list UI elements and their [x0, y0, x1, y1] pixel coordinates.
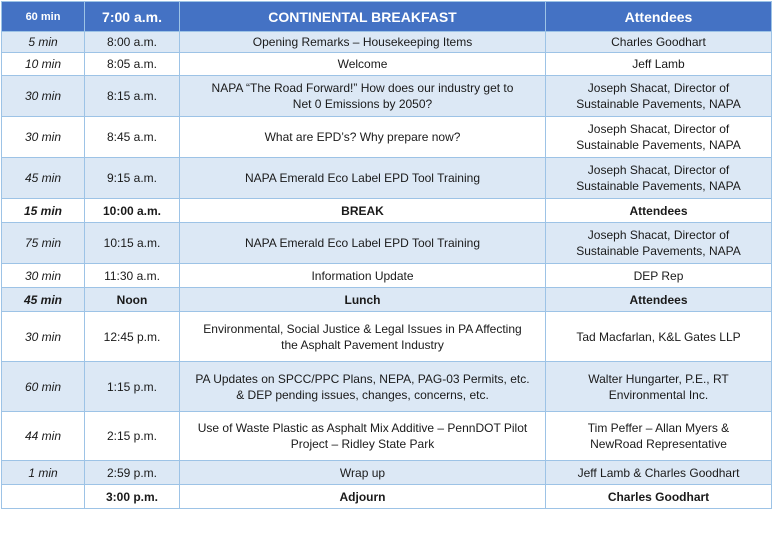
table-row [2, 199, 772, 223]
row-time: 12:45 p.m. [85, 312, 180, 362]
attendee-line: Sustainable Pavements, NAPA [576, 97, 741, 111]
row-event [180, 32, 546, 53]
row-attendees [546, 312, 772, 362]
row-attendees [546, 53, 772, 76]
row-event [180, 485, 546, 509]
attendee-line: Tad Macfarlan, K&L Gates LLP [576, 329, 741, 344]
row-event [180, 288, 546, 312]
row-attendees [546, 485, 772, 509]
row-attendees [546, 461, 772, 485]
row-time: 8:15 a.m. [85, 76, 180, 117]
attendee-line: Joseph Shacat, Director of [587, 122, 730, 136]
row-duration: 30 min [2, 76, 85, 117]
attendee-line: Attendees [629, 203, 688, 218]
row-attendees [546, 76, 772, 117]
event-line: the Asphalt Pavement Industry [281, 337, 444, 352]
event-line: What are EPD’s? Why prepare now? [264, 130, 461, 144]
row-event [180, 312, 546, 362]
row-attendees [546, 117, 772, 158]
event-line: NAPA Emerald Eco Label EPD Tool Training [244, 236, 480, 250]
table-row [2, 158, 772, 199]
event-line: Welcome [337, 57, 388, 71]
row-duration: 75 min [2, 223, 85, 264]
agenda-table [1, 1, 772, 509]
attendee-line: Sustainable Pavements, NAPA [576, 138, 741, 152]
row-attendees [546, 158, 772, 199]
header-attendees: Attendees [546, 2, 772, 32]
row-attendees [546, 288, 772, 312]
row-duration: 60 min [2, 362, 85, 412]
attendee-line: Tim Peffer – Allan Myers & [587, 421, 730, 435]
row-attendees [546, 223, 772, 264]
row-event [180, 199, 546, 223]
row-time: 3:00 p.m. [85, 485, 180, 509]
row-time: 11:30 a.m. [85, 264, 180, 288]
attendee-line: DEP Rep [633, 268, 684, 283]
event-line: Adjourn [339, 489, 386, 504]
row-time: 9:15 a.m. [85, 158, 180, 199]
row-time: 2:15 p.m. [85, 412, 180, 461]
row-event [180, 461, 546, 485]
event-line: Use of Waste Plastic as Asphalt Mix Additive – PennDOT Pilot [197, 421, 528, 435]
table-row [2, 485, 772, 509]
event-line: Opening Remarks – Housekeeping Items [252, 35, 473, 49]
header-event: CONTINENTAL BREAKFAST [180, 2, 546, 32]
row-event [180, 412, 546, 461]
attendee-line: Charles Goodhart [611, 35, 706, 49]
attendee-line: Charles Goodhart [607, 489, 710, 504]
row-event [180, 158, 546, 199]
table-row [2, 76, 772, 117]
row-time: 2:59 p.m. [85, 461, 180, 485]
row-attendees [546, 412, 772, 461]
table-row [2, 461, 772, 485]
row-time: 8:00 a.m. [85, 32, 180, 53]
table-row [2, 53, 772, 76]
row-attendees [546, 199, 772, 223]
table-row [2, 264, 772, 288]
row-duration [2, 485, 85, 509]
attendee-line: Jeff Lamb [632, 57, 685, 71]
row-attendees [546, 362, 772, 412]
row-duration: 10 min [2, 53, 85, 76]
row-duration: 15 min [2, 199, 85, 223]
row-event [180, 53, 546, 76]
row-duration: 45 min [2, 158, 85, 199]
table-row [2, 312, 772, 362]
event-line: Information Update [311, 268, 414, 283]
table-row [2, 288, 772, 312]
row-duration: 5 min [2, 32, 85, 53]
table-row [2, 117, 772, 158]
table-row [2, 32, 772, 53]
row-duration: 30 min [2, 264, 85, 288]
row-time: Noon [85, 288, 180, 312]
attendee-line: Walter Hungarter, P.E., RT [588, 371, 729, 386]
row-time: 10:00 a.m. [85, 199, 180, 223]
row-duration: 30 min [2, 117, 85, 158]
event-line: NAPA “The Road Forward!” How does our industry get to [211, 81, 514, 95]
row-duration: 1 min [2, 461, 85, 485]
event-line: Lunch [344, 292, 381, 307]
attendee-line: Joseph Shacat, Director of [587, 81, 730, 95]
attendee-line: Sustainable Pavements, NAPA [576, 244, 741, 258]
event-line: NAPA Emerald Eco Label EPD Tool Training [244, 171, 480, 185]
row-event [180, 117, 546, 158]
row-event [180, 223, 546, 264]
row-time: 10:15 a.m. [85, 223, 180, 264]
table-row [2, 412, 772, 461]
row-duration: 30 min [2, 312, 85, 362]
event-line: & DEP pending issues, changes, concerns, etc. [236, 387, 489, 402]
header-time: 7:00 a.m. [85, 2, 180, 32]
table-row [2, 362, 772, 412]
attendee-line: NewRoad Representative [590, 437, 727, 451]
row-attendees [546, 32, 772, 53]
row-duration: 45 min [2, 288, 85, 312]
event-line: Wrap up [339, 465, 386, 480]
table-row [2, 223, 772, 264]
event-line: PA Updates on SPCC/PPC Plans, NEPA, PAG-03 Permits, etc. [195, 371, 530, 386]
attendee-line: Sustainable Pavements, NAPA [576, 179, 741, 193]
attendee-line: Joseph Shacat, Director of [587, 228, 730, 242]
row-time: 8:05 a.m. [85, 53, 180, 76]
event-line: BREAK [341, 203, 384, 218]
row-event [180, 362, 546, 412]
header-row [2, 2, 772, 32]
row-time: 8:45 a.m. [85, 117, 180, 158]
attendee-line: Environmental Inc. [608, 387, 709, 402]
attendee-line: Joseph Shacat, Director of [587, 163, 730, 177]
attendee-line: Jeff Lamb & Charles Goodhart [577, 465, 740, 480]
row-time: 1:15 p.m. [85, 362, 180, 412]
row-attendees [546, 264, 772, 288]
row-duration: 44 min [2, 412, 85, 461]
event-line: Project – Ridley State Park [290, 437, 435, 451]
row-event [180, 264, 546, 288]
attendee-line: Attendees [629, 292, 688, 307]
row-event [180, 76, 546, 117]
event-line: Environmental, Social Justice & Legal Issues in PA Affecting [203, 321, 522, 336]
event-line: Net 0 Emissions by 2050? [292, 97, 433, 111]
agenda-body [2, 32, 772, 509]
header-duration: 60 min [2, 2, 85, 32]
